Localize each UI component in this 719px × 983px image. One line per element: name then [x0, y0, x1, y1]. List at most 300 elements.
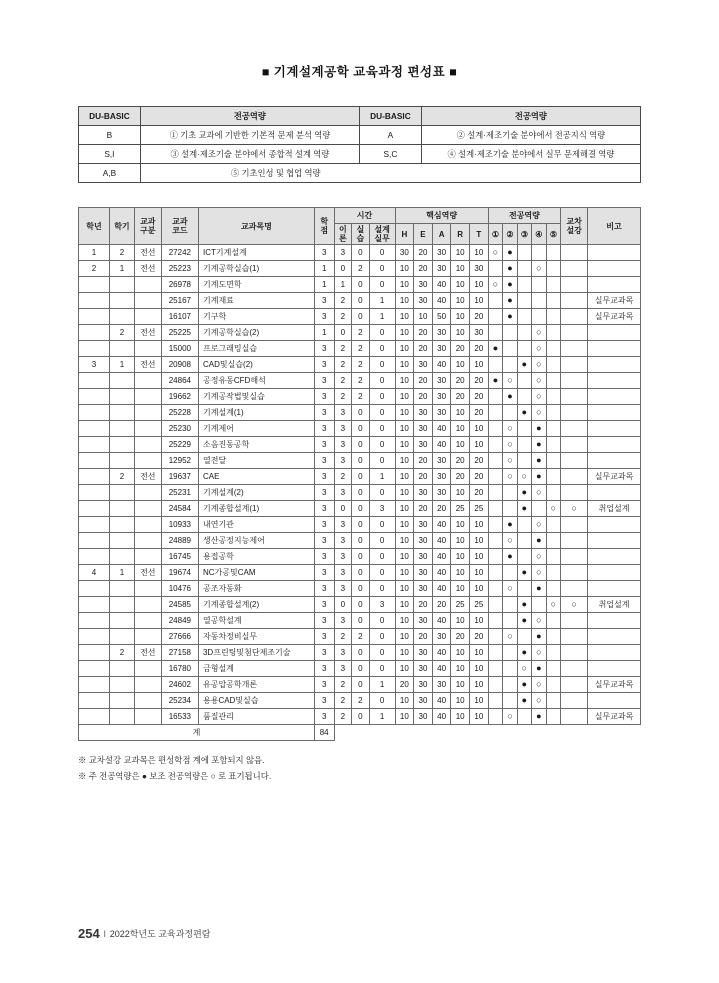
secondary-competency-mark: ○: [550, 599, 557, 610]
legend-cell: S,I: [79, 145, 141, 164]
cell-course-name: NC가공및CAM: [198, 565, 314, 581]
cell-core-2: 30: [414, 357, 433, 373]
cell-major-5: [546, 261, 561, 277]
legend-row: [79, 126, 641, 145]
cell-grade: 1: [79, 245, 110, 261]
cell-core-5: 20: [470, 629, 489, 645]
cell-core-4: 20: [451, 469, 470, 485]
cell-major-2: [503, 421, 517, 437]
table-row: [79, 293, 641, 309]
primary-competency-mark: ●: [492, 375, 499, 386]
cell-practice: 0: [352, 277, 370, 293]
table-row: [79, 693, 641, 709]
primary-competency-mark: ●: [521, 615, 528, 626]
cell-core-1: 10: [395, 373, 414, 389]
cell-theory: 2: [334, 469, 352, 485]
secondary-competency-mark: ○: [521, 663, 528, 674]
cell-major-3: [517, 565, 531, 581]
cell-major-5: [546, 245, 561, 261]
cell-core-1: 10: [395, 613, 414, 629]
header-semester: 학기: [110, 208, 135, 245]
cell-core-4: 10: [451, 581, 470, 597]
header-grade: 학년: [79, 208, 110, 245]
cell-core-2: 30: [414, 277, 433, 293]
secondary-competency-mark: ○: [507, 471, 513, 482]
cell-course-code: 25228: [161, 405, 198, 421]
cell-major-1: [488, 389, 502, 405]
header-credit: 학 점: [314, 208, 334, 245]
cell-core-5: 10: [470, 661, 489, 677]
cell-practice: 0: [352, 501, 370, 517]
cell-course-code: 25167: [161, 293, 198, 309]
cell-practice: 0: [352, 437, 370, 453]
cell-major-1: [488, 709, 502, 725]
cell-credit: 3: [314, 309, 334, 325]
legend-row: [79, 164, 641, 183]
cell-core-5: 30: [470, 261, 489, 277]
cell-theory: 3: [334, 533, 352, 549]
cell-major-2: [503, 453, 517, 469]
cell-practice: 0: [352, 645, 370, 661]
header-core-group: 핵심역량: [395, 208, 488, 224]
cell-core-3: 30: [432, 325, 451, 341]
table-row: [79, 613, 641, 629]
cell-core-5: 20: [470, 469, 489, 485]
cell-core-1: 10: [395, 277, 414, 293]
cell-remark: [588, 453, 641, 469]
cell-core-4: 10: [451, 437, 470, 453]
cell-semester: [110, 501, 135, 517]
header-core-e: E: [414, 224, 433, 245]
cell-core-3: 40: [432, 517, 451, 533]
secondary-competency-mark: ○: [536, 407, 542, 418]
cell-core-4: 10: [451, 357, 470, 373]
cell-core-5: 10: [470, 565, 489, 581]
cell-core-2: 30: [414, 549, 433, 565]
secondary-competency-mark: ○: [536, 391, 542, 402]
cell-course-div: [134, 693, 161, 709]
cell-core-4: 10: [451, 405, 470, 421]
cell-core-2: 20: [414, 245, 433, 261]
total-empty: [334, 725, 640, 741]
primary-competency-mark: ●: [521, 503, 528, 514]
cell-major-1: [488, 501, 502, 517]
cell-core-3: 30: [432, 373, 451, 389]
cell-core-2: 30: [414, 437, 433, 453]
page-title: ■ 기계설계공학 교육과정 편성표 ■: [261, 65, 458, 79]
cell-remark: [588, 517, 641, 533]
cell-core-5: 20: [470, 373, 489, 389]
cell-alt: [561, 533, 588, 549]
cell-major-3: [517, 501, 531, 517]
cell-major-1: [488, 357, 502, 373]
cell-design: 0: [369, 357, 395, 373]
cell-credit: 3: [314, 629, 334, 645]
secondary-competency-mark: ○: [536, 567, 542, 578]
cell-course-code: 26978: [161, 277, 198, 293]
cell-practice: 0: [352, 549, 370, 565]
table-row: [79, 325, 641, 341]
cell-alt: [561, 661, 588, 677]
cell-major-3: [517, 693, 531, 709]
cell-design: 0: [369, 389, 395, 405]
cell-design: 0: [369, 661, 395, 677]
cell-major-1: [488, 597, 502, 613]
cell-course-div: [134, 533, 161, 549]
cell-major-5: [546, 709, 561, 725]
cell-remark: [588, 645, 641, 661]
cell-course-name: 내연기관: [198, 517, 314, 533]
secondary-competency-mark: ○: [507, 439, 513, 450]
legend-cell: ① 기초 교과에 기반한 기본적 문제 분석 역량: [140, 126, 359, 145]
cell-major-5: [546, 517, 561, 533]
cell-credit: 3: [314, 693, 334, 709]
cell-core-1: 10: [395, 469, 414, 485]
cell-core-5: 25: [470, 597, 489, 613]
cell-major-4: [532, 309, 546, 325]
cell-major-4: [532, 517, 546, 533]
cell-alt: [561, 677, 588, 693]
cell-course-code: 10933: [161, 517, 198, 533]
cell-core-3: 40: [432, 709, 451, 725]
cell-remark: [588, 581, 641, 597]
cell-major-4: [532, 661, 546, 677]
note-line: ※ 주 전공역량은 ● 보조 전공역량은 ○ 로 표기됩니다.: [78, 771, 272, 782]
cell-major-3: [517, 309, 531, 325]
cell-semester: [110, 405, 135, 421]
curriculum-table: [78, 207, 641, 741]
cell-practice: 0: [352, 453, 370, 469]
cell-course-div: [134, 389, 161, 405]
cell-core-5: 10: [470, 533, 489, 549]
cell-course-name: 기계재료: [198, 293, 314, 309]
cell-core-5: 10: [470, 245, 489, 261]
cell-course-name: 유공압공학개론: [198, 677, 314, 693]
cell-core-5: 10: [470, 709, 489, 725]
cell-course-div: [134, 661, 161, 677]
secondary-competency-mark: ○: [536, 551, 542, 562]
cell-core-3: 30: [432, 469, 451, 485]
cell-major-1: [488, 309, 502, 325]
cell-course-code: 24585: [161, 597, 198, 613]
primary-competency-mark: ●: [521, 695, 528, 706]
cell-core-1: 10: [395, 549, 414, 565]
cell-practice: 0: [352, 293, 370, 309]
cell-course-div: 전선: [134, 357, 161, 373]
cell-major-2: [503, 597, 517, 613]
cell-course-div: 전선: [134, 469, 161, 485]
cell-grade: 4: [79, 565, 110, 581]
cell-course-code: 12952: [161, 453, 198, 469]
cell-course-code: 24602: [161, 677, 198, 693]
cell-grade: 2: [79, 261, 110, 277]
secondary-competency-mark: ○: [550, 503, 557, 514]
cell-core-3: 30: [432, 629, 451, 645]
cell-core-1: 10: [395, 309, 414, 325]
cell-alt: [561, 309, 588, 325]
header-time-design: 설계 실무: [369, 224, 395, 245]
cell-major-1: [488, 485, 502, 501]
cell-major-3: [517, 517, 531, 533]
cell-practice: 0: [352, 309, 370, 325]
table-row: [79, 517, 641, 533]
cell-core-5: 20: [470, 405, 489, 421]
cell-credit: 1: [314, 277, 334, 293]
cell-core-1: 10: [395, 581, 414, 597]
secondary-competency-mark: ○: [536, 487, 542, 498]
cell-credit: 3: [314, 709, 334, 725]
table-row: [79, 549, 641, 565]
cell-core-4: 10: [451, 309, 470, 325]
cell-course-div: 전선: [134, 261, 161, 277]
cell-major-1: [488, 693, 502, 709]
cell-core-2: 20: [414, 453, 433, 469]
header-major-4: ④: [532, 224, 546, 245]
cell-theory: 2: [334, 357, 352, 373]
cell-remark: 실무교과목: [588, 469, 641, 485]
cell-remark: [588, 357, 641, 373]
cell-grade: [79, 421, 110, 437]
table-row: [79, 581, 641, 597]
cell-remark: [588, 661, 641, 677]
cell-major-1: [488, 341, 502, 357]
cell-core-5: 25: [470, 501, 489, 517]
cell-alt: [561, 565, 588, 581]
cell-major-3: [517, 357, 531, 373]
cell-semester: [110, 581, 135, 597]
cell-credit: 3: [314, 405, 334, 421]
cell-core-2: 20: [414, 501, 433, 517]
cell-course-name: 공정유동CFD해석: [198, 373, 314, 389]
primary-competency-mark: ●: [536, 439, 542, 450]
primary-competency-mark: ●: [521, 407, 528, 418]
cell-grade: [79, 341, 110, 357]
table-row: [79, 469, 641, 485]
cell-course-div: 전선: [134, 325, 161, 341]
cell-major-1: [488, 325, 502, 341]
cell-core-1: 10: [395, 421, 414, 437]
cell-course-div: [134, 453, 161, 469]
cell-theory: 3: [334, 565, 352, 581]
cell-theory: 3: [334, 645, 352, 661]
secondary-competency-mark: ○: [536, 327, 542, 338]
cell-core-1: 10: [395, 405, 414, 421]
secondary-competency-mark: ○: [536, 647, 542, 658]
cell-core-1: 10: [395, 533, 414, 549]
cell-course-code: 25223: [161, 261, 198, 277]
cell-course-code: 24889: [161, 533, 198, 549]
cell-course-name: 기계제어: [198, 421, 314, 437]
cell-practice: 0: [352, 565, 370, 581]
primary-competency-mark: ●: [492, 343, 499, 354]
cell-major-1: [488, 453, 502, 469]
cell-core-2: 30: [414, 645, 433, 661]
cell-core-3: 30: [432, 245, 451, 261]
legend-row: [79, 145, 641, 164]
cell-course-div: [134, 517, 161, 533]
cell-core-1: 10: [395, 501, 414, 517]
cell-grade: [79, 613, 110, 629]
cell-semester: [110, 533, 135, 549]
cell-design: 1: [369, 677, 395, 693]
cell-theory: 2: [334, 709, 352, 725]
cell-course-name: 기구학: [198, 309, 314, 325]
cell-core-5: 10: [470, 277, 489, 293]
cell-major-4: [532, 485, 546, 501]
cell-major-2: [503, 293, 517, 309]
cell-semester: [110, 485, 135, 501]
cell-major-2: [503, 709, 517, 725]
cell-core-3: 30: [432, 485, 451, 501]
cell-core-2: 30: [414, 693, 433, 709]
cell-alt: [561, 581, 588, 597]
cell-grade: [79, 453, 110, 469]
cell-major-2: [503, 309, 517, 325]
cell-practice: 2: [352, 357, 370, 373]
cell-major-4: [532, 277, 546, 293]
cell-major-1: [488, 613, 502, 629]
cell-course-div: 전선: [134, 245, 161, 261]
cell-major-4: [532, 645, 546, 661]
cell-remark: [588, 373, 641, 389]
cell-course-code: 16533: [161, 709, 198, 725]
cell-theory: 2: [334, 309, 352, 325]
cell-core-2: 30: [414, 421, 433, 437]
cell-major-1: [488, 405, 502, 421]
cell-grade: [79, 549, 110, 565]
cell-course-name: 생산공정지능제어: [198, 533, 314, 549]
cell-major-2: [503, 437, 517, 453]
cell-alt: [561, 373, 588, 389]
cell-design: 0: [369, 325, 395, 341]
cell-course-code: 27666: [161, 629, 198, 645]
primary-competency-mark: ●: [507, 519, 513, 530]
cell-semester: [110, 373, 135, 389]
cell-course-code: 24849: [161, 613, 198, 629]
cell-remark: [588, 341, 641, 357]
cell-practice: 0: [352, 709, 370, 725]
cell-alt: [561, 277, 588, 293]
cell-semester: [110, 549, 135, 565]
cell-major-2: [503, 581, 517, 597]
cell-core-1: 10: [395, 341, 414, 357]
cell-remark: [588, 629, 641, 645]
cell-core-4: 10: [451, 661, 470, 677]
cell-credit: 3: [314, 533, 334, 549]
cell-major-3: [517, 325, 531, 341]
cell-practice: 0: [352, 485, 370, 501]
cell-core-5: 20: [470, 453, 489, 469]
primary-competency-mark: ●: [536, 663, 542, 674]
cell-practice: 2: [352, 341, 370, 357]
cell-core-4: 10: [451, 277, 470, 293]
cell-alt: [561, 421, 588, 437]
cell-credit: 3: [314, 645, 334, 661]
cell-major-5: [546, 485, 561, 501]
table-row: [79, 373, 641, 389]
cell-remark: 실무교과목: [588, 309, 641, 325]
cell-grade: [79, 597, 110, 613]
cell-practice: 2: [352, 389, 370, 405]
cell-core-3: 40: [432, 357, 451, 373]
cell-major-4: [532, 325, 546, 341]
table-header-row: [79, 208, 641, 224]
cell-major-2: [503, 645, 517, 661]
cell-major-4: [532, 469, 546, 485]
cell-core-4: 10: [451, 485, 470, 501]
cell-major-3: [517, 549, 531, 565]
cell-core-5: 10: [470, 357, 489, 373]
cell-core-4: 10: [451, 293, 470, 309]
cell-semester: [110, 517, 135, 533]
cell-alt: [561, 629, 588, 645]
cell-core-5: 10: [470, 613, 489, 629]
cell-major-5: [546, 677, 561, 693]
cell-course-div: [134, 709, 161, 725]
cell-remark: [588, 261, 641, 277]
cell-major-5: [546, 293, 561, 309]
cell-core-1: 10: [395, 645, 414, 661]
table-row: [79, 709, 641, 725]
cell-major-4: [532, 437, 546, 453]
cell-major-4: [532, 373, 546, 389]
cell-practice: 2: [352, 629, 370, 645]
cell-practice: 0: [352, 245, 370, 261]
cell-course-code: 25225: [161, 325, 198, 341]
cell-semester: [110, 453, 135, 469]
cell-course-code: 27158: [161, 645, 198, 661]
cell-credit: 3: [314, 597, 334, 613]
cell-course-code: 15000: [161, 341, 198, 357]
cell-design: 1: [369, 469, 395, 485]
cell-design: 0: [369, 613, 395, 629]
cell-core-2: 30: [414, 613, 433, 629]
cell-course-name: 3D프린팅및첨단제조기술: [198, 645, 314, 661]
header-core-h: H: [395, 224, 414, 245]
cell-major-3: [517, 645, 531, 661]
cell-remark: [588, 325, 641, 341]
cell-core-3: 40: [432, 293, 451, 309]
cell-core-1: 10: [395, 261, 414, 277]
cell-course-div: [134, 677, 161, 693]
cell-practice: 0: [352, 533, 370, 549]
cell-practice: 0: [352, 581, 370, 597]
cell-core-2: 20: [414, 629, 433, 645]
cell-remark: [588, 613, 641, 629]
curriculum-section: [78, 207, 641, 741]
cell-major-5: [546, 421, 561, 437]
cell-core-2: 30: [414, 517, 433, 533]
secondary-competency-mark: ○: [536, 359, 542, 370]
cell-core-1: 10: [395, 293, 414, 309]
cell-major-3: [517, 485, 531, 501]
cell-alt: [561, 261, 588, 277]
cell-credit: 3: [314, 453, 334, 469]
secondary-competency-mark: ○: [536, 679, 542, 690]
cell-alt: [561, 549, 588, 565]
cell-credit: 3: [314, 565, 334, 581]
cell-core-3: 50: [432, 309, 451, 325]
cell-core-4: 10: [451, 693, 470, 709]
legend-table: [78, 106, 641, 183]
cell-major-2: [503, 693, 517, 709]
cell-major-3: [517, 405, 531, 421]
cell-credit: 3: [314, 357, 334, 373]
cell-major-3: [517, 245, 531, 261]
table-row: [79, 533, 641, 549]
cell-core-4: 25: [451, 501, 470, 517]
primary-competency-mark: ●: [536, 631, 542, 642]
